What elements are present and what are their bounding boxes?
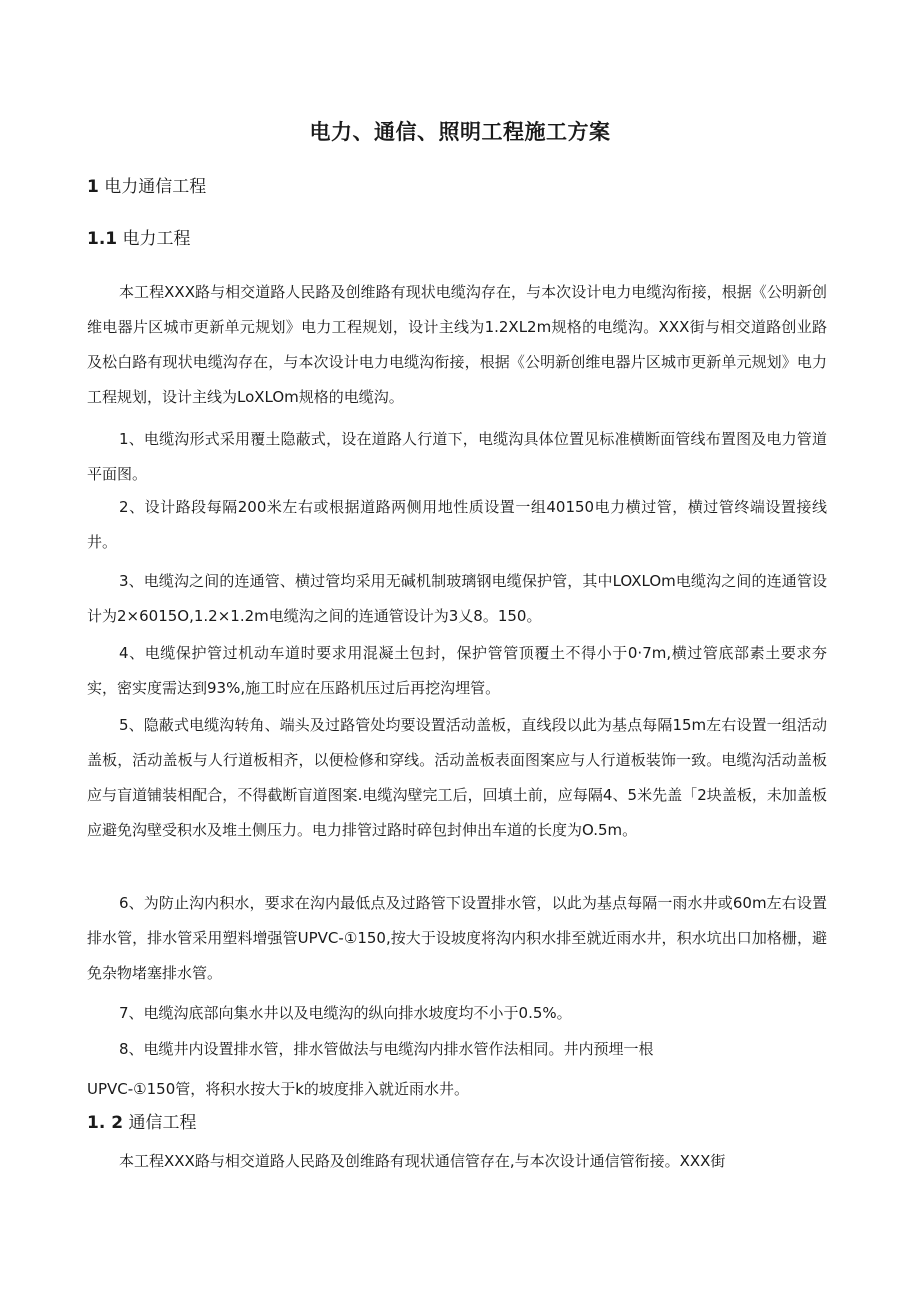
section-heading-1 <box>87 172 206 197</box>
paragraph-item-8-continued: UPVC-①150管，将积水按大于k的坡度排入就近雨水井。 <box>87 1080 469 1098</box>
paragraph-item-4: 4、电缆保护管过机动车道时要求用混凝土包封，保护管管顶覆土不得小于0·7m,横过管底部素土要求夯实，密实度需达到93%,施工时应在压路机压过后再挖沟埋管。 <box>87 644 827 697</box>
section-number: 1.1 <box>87 229 118 249</box>
section-heading-1-2 <box>87 1108 196 1133</box>
paragraph-item-7: 7、电缆沟底部向集水井以及电缆沟的纵向排水坡度均不小于0.5%。 <box>119 1004 572 1022</box>
section-number: 1. 2 <box>87 1113 124 1133</box>
paragraph-item-3: 3、电缆沟之间的连通管、横过管均采用无碱机制玻璃钢电缆保护管，其中LOXLOm电缆沟之间的连通管设计为2×6015O,1.2×1.2m电缆沟之间的连通管设计为3乂8。150。 <box>87 572 827 625</box>
paragraph-item-8: 8、电缆井内设置排水管，排水管做法与电缆沟内排水管作法相同。井内预埋一根 <box>119 1040 654 1058</box>
paragraph-item-6: 6、为防止沟内积水，要求在沟内最低点及过路管下设置排水管，以此为基点每隔一雨水井或60m左右设置排水管，排水管采用塑料增强管UPVC-①150,按大于设坡度将沟内积水排至就近雨水井，积水坑出口加格栅，避免杂物堵塞排水管。 <box>87 894 827 982</box>
section-number: 1 <box>87 177 99 197</box>
paragraph-item-2: 2、设计路段每隔200米左右或根据道路两侧用地性质设置一组40150电力横过管，横过管终端设置接线井。 <box>87 498 827 551</box>
document-title: 电力、通信、照明工程施工方案 <box>309 120 611 144</box>
paragraph-telecom-intro: 本工程XXX路与相交道路人民路及创维路有现状通信管存在,与本次设计通信管衔接。XXX街 <box>119 1152 726 1170</box>
paragraph-intro: 本工程XXX路与相交道路人民路及创维路有现状电缆沟存在，与本次设计电力电缆沟衔接，根据《公明新创维电器片区城市更新单元规划》电力工程规划，设计主线为1.2XL2m规格的电缆沟。XXX街与相交道路创业路及松白路有现状电缆沟存在，与本次设计电力电缆沟衔接，根据《公明新创维电器片区城市更新单元规划》电力工程规划，设计主线为LoXLOm规格的电缆沟。 <box>87 283 827 406</box>
section-label: 电力工程 <box>122 229 191 249</box>
section-heading-1-1 <box>87 224 191 249</box>
paragraph-item-5: 5、隐蔽式电缆沟转角、端头及过路管处均要设置活动盖板，直线段以此为基点每隔15m左右设置一组活动盖板，活动盖板与人行道板相齐，以便检修和穿线。活动盖板表面图案应与人行道板装饰一致。电缆沟活动盖板应与盲道铺装相配合，不得截断盲道图案.电缆沟壁完工后，回填土前，应每隔4、5米先盖「2块盖板，未加盖板应避免沟壁受积水及堆土侧压力。电力排管过路时碎包封伸出车道的长度为O.5m。 <box>87 716 827 839</box>
section-label: 电力通信工程 <box>104 177 207 197</box>
paragraph-item-1: 1、电缆沟形式采用覆土隐蔽式，设在道路人行道下，电缆沟具体位置见标准横断面管线布置图及电力管道平面图。 <box>87 430 827 483</box>
section-label: 通信工程 <box>128 1113 197 1133</box>
